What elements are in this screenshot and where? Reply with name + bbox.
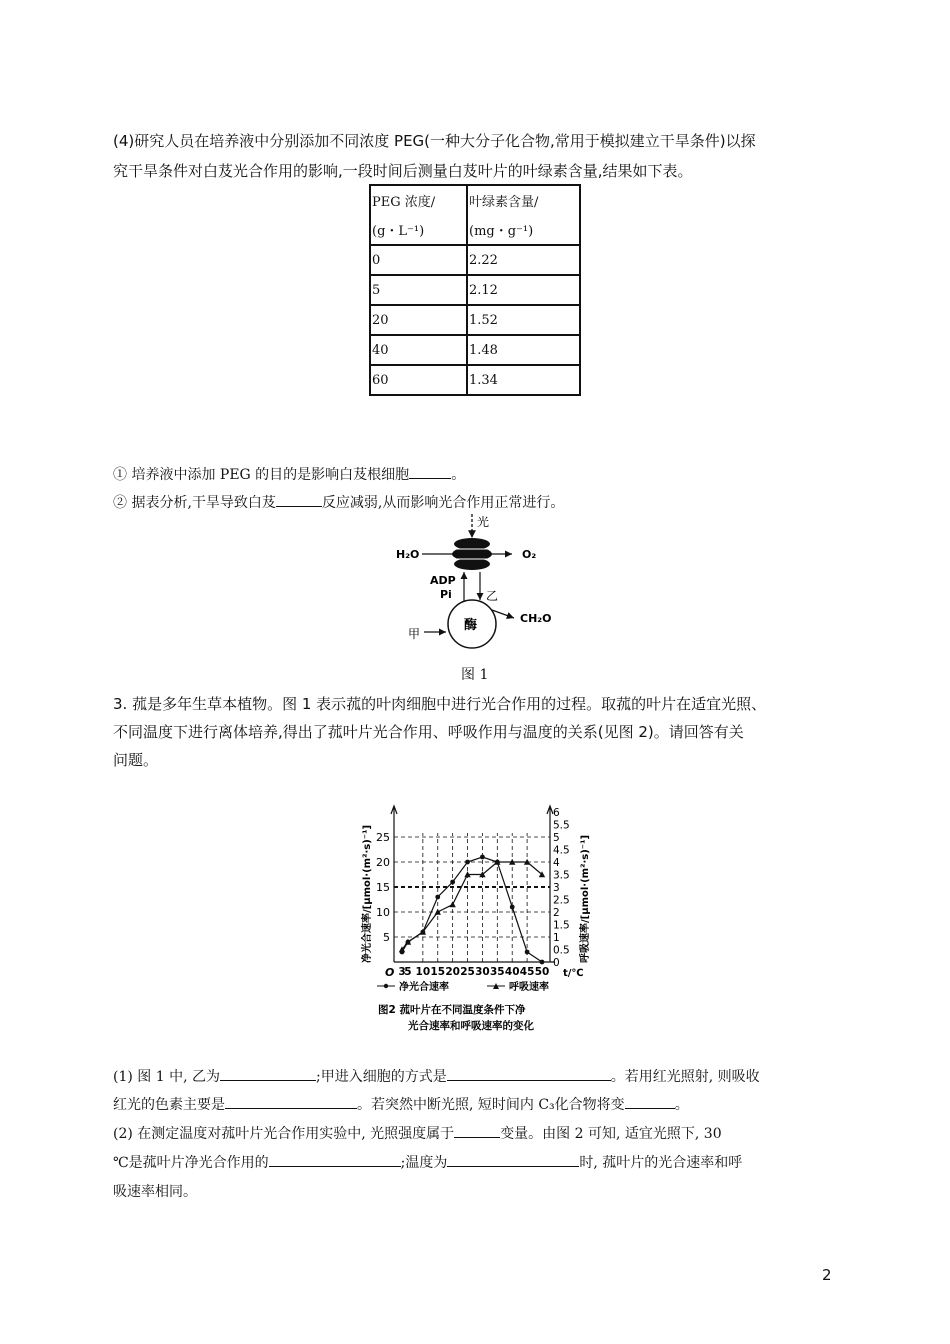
answer-blank[interactable] [409, 464, 451, 479]
subquestion-1: ① 培养液中添加 PEG 的目的是影响白芨根细胞 。 [113, 464, 465, 484]
right-tick-label: 4 [553, 857, 560, 869]
left-tick-label: 25 [376, 831, 390, 844]
right-tick-label: 0.5 [553, 944, 570, 957]
right-tick-label: 0 [553, 957, 560, 969]
right-tick-label: 3 [553, 882, 560, 894]
table-row: 40 1.48 [370, 335, 580, 365]
x-tick-label: 35 [490, 966, 505, 978]
photosynthesis-diagram [380, 510, 580, 670]
left-tick-label: 15 [376, 881, 390, 894]
origin-label: O [385, 966, 395, 979]
legend-respiration: 呼吸速率 [509, 982, 549, 993]
x-tick-label: 5 [404, 966, 412, 978]
table-row: 20 1.52 [370, 305, 580, 335]
yi-label: 乙 [486, 589, 499, 603]
net-photosynthesis-point [465, 860, 470, 865]
q3-line3: 问题。 [113, 751, 159, 769]
light-label: 光 [477, 515, 490, 529]
q4-line2: 究干旱条件对白芨光合作用的影响,一段时间后测量白芨叶片的叶绿素含量,结果如下表。 [113, 162, 693, 180]
ch2o-label: CH₂O [520, 612, 552, 625]
answer-blank[interactable] [447, 1066, 611, 1081]
right-tick-label: 1.5 [553, 919, 570, 932]
right-tick-label: 6 [553, 807, 560, 819]
x-tick-label: 45 [519, 966, 535, 978]
legend-net-photosynthesis: 净光合速率 [399, 982, 449, 993]
pi-label: Pi [440, 588, 452, 601]
net-photosynthesis-point [540, 960, 545, 965]
table-header-peg: PEG 浓度/ (g・L⁻¹) [370, 185, 467, 245]
left-tick-label: 10 [376, 906, 390, 919]
right-tick-label: 3.5 [553, 869, 570, 882]
answer-blank[interactable] [447, 1152, 579, 1167]
respiration-point [449, 901, 455, 907]
right-tick-label: 2.5 [553, 894, 570, 907]
x-tick-label: 50 [534, 966, 550, 978]
answer-blank[interactable] [225, 1094, 357, 1109]
figure-2-caption-line2: 光合速率和呼吸速率的变化 [408, 1020, 534, 1032]
answer-blank[interactable] [625, 1094, 675, 1109]
enzyme-label: 酶 [464, 618, 478, 633]
answer-blank[interactable] [454, 1123, 500, 1138]
right-tick-label: 2 [553, 907, 560, 919]
page-number: 2 [822, 1266, 832, 1284]
answer-blank[interactable] [269, 1152, 401, 1167]
x-tick-label: 3 [398, 966, 406, 978]
right-tick-label: 5.5 [553, 819, 570, 832]
x-tick-label: 40 [504, 966, 520, 978]
answer-blank[interactable] [220, 1066, 316, 1081]
right-tick-label: 1 [553, 932, 560, 944]
peg-table [369, 184, 581, 396]
table-header-chlorophyll: 叶绿素含量/ (mg・g⁻¹) [467, 185, 580, 245]
right-tick-label: 5 [553, 832, 560, 844]
q3-line1: 3. 菰是多年生草本植物。图 1 表示菰的叶肉细胞中进行光合作用的过程。取菰的叶片在适宜光照、 [113, 695, 767, 713]
figure-1-caption: 图 1 [461, 667, 489, 683]
table-row: 60 1.34 [370, 365, 580, 395]
x-tick-label: 20 [445, 966, 460, 978]
o2-label: O₂ [522, 548, 537, 561]
q3-2-line3: 吸速率相同。 [113, 1184, 197, 1200]
x-axis-label: t/℃ [563, 968, 584, 979]
table-row: 0 2.22 [370, 245, 580, 275]
q3-line2: 不同温度下进行离体培养,得出了菰叶片光合作用、呼吸作用与温度的关系(见图 2)。请回答有关 [113, 723, 744, 741]
h2o-label: H₂O [396, 548, 420, 561]
left-tick-label: 20 [376, 856, 390, 869]
q3-2-line2: ℃是菰叶片净光合作用的 ;温度为 时, 菰叶片的光合速率和呼 [113, 1152, 742, 1172]
temperature-chart [355, 798, 605, 1038]
right-tick-label: 4.5 [553, 844, 570, 857]
net-photosynthesis-point [525, 950, 530, 955]
table-row: 5 2.12 [370, 275, 580, 305]
answer-blank[interactable] [276, 492, 322, 507]
figure-2-caption-line1: 图2 菰叶片在不同温度条件下净 [378, 1004, 526, 1016]
left-tick-label: 5 [383, 931, 390, 944]
net-photosynthesis-point [480, 855, 485, 860]
q3-1-line2: 红光的色素主要是 。若突然中断光照, 短时间内 C₃化合物将变 。 [113, 1094, 689, 1114]
adp-label: ADP [430, 574, 456, 587]
q3-2-line1: (2) 在测定温度对菰叶片光合作用实验中, 光照强度属于 变量。由图 2 可知, 适宜光照下, 30 [113, 1123, 722, 1143]
subquestion-2: ② 据表分析,干旱导致白芨 反应减弱,从而影响光合作用正常进行。 [113, 492, 564, 512]
x-tick-label: 10 [415, 966, 431, 978]
x-tick-label: 25 [460, 966, 475, 978]
right-axis-label: 呼吸速率/[μmol·(m²·s)⁻¹] [580, 834, 591, 963]
x-tick-label: 30 [475, 966, 490, 978]
x-tick-label: 15 [430, 966, 446, 978]
jia-label: 甲 [408, 627, 421, 641]
net-photosynthesis-point [435, 895, 440, 900]
left-axis-label: 净光合速率/[μmol·(m²·s)⁻¹] [362, 824, 373, 963]
net-photosynthesis-point [510, 905, 515, 910]
net-photosynthesis-point [450, 880, 455, 885]
legend-marker-net [384, 984, 388, 988]
q4-line1: (4)研究人员在培养液中分别添加不同浓度 PEG(一种大分子化合物,常用于模拟建立干旱条件)以探 [113, 132, 756, 150]
q3-1-line1: (1) 图 1 中, 乙为 ;甲进入细胞的方式是 。若用红光照射, 则吸收 [113, 1066, 760, 1086]
